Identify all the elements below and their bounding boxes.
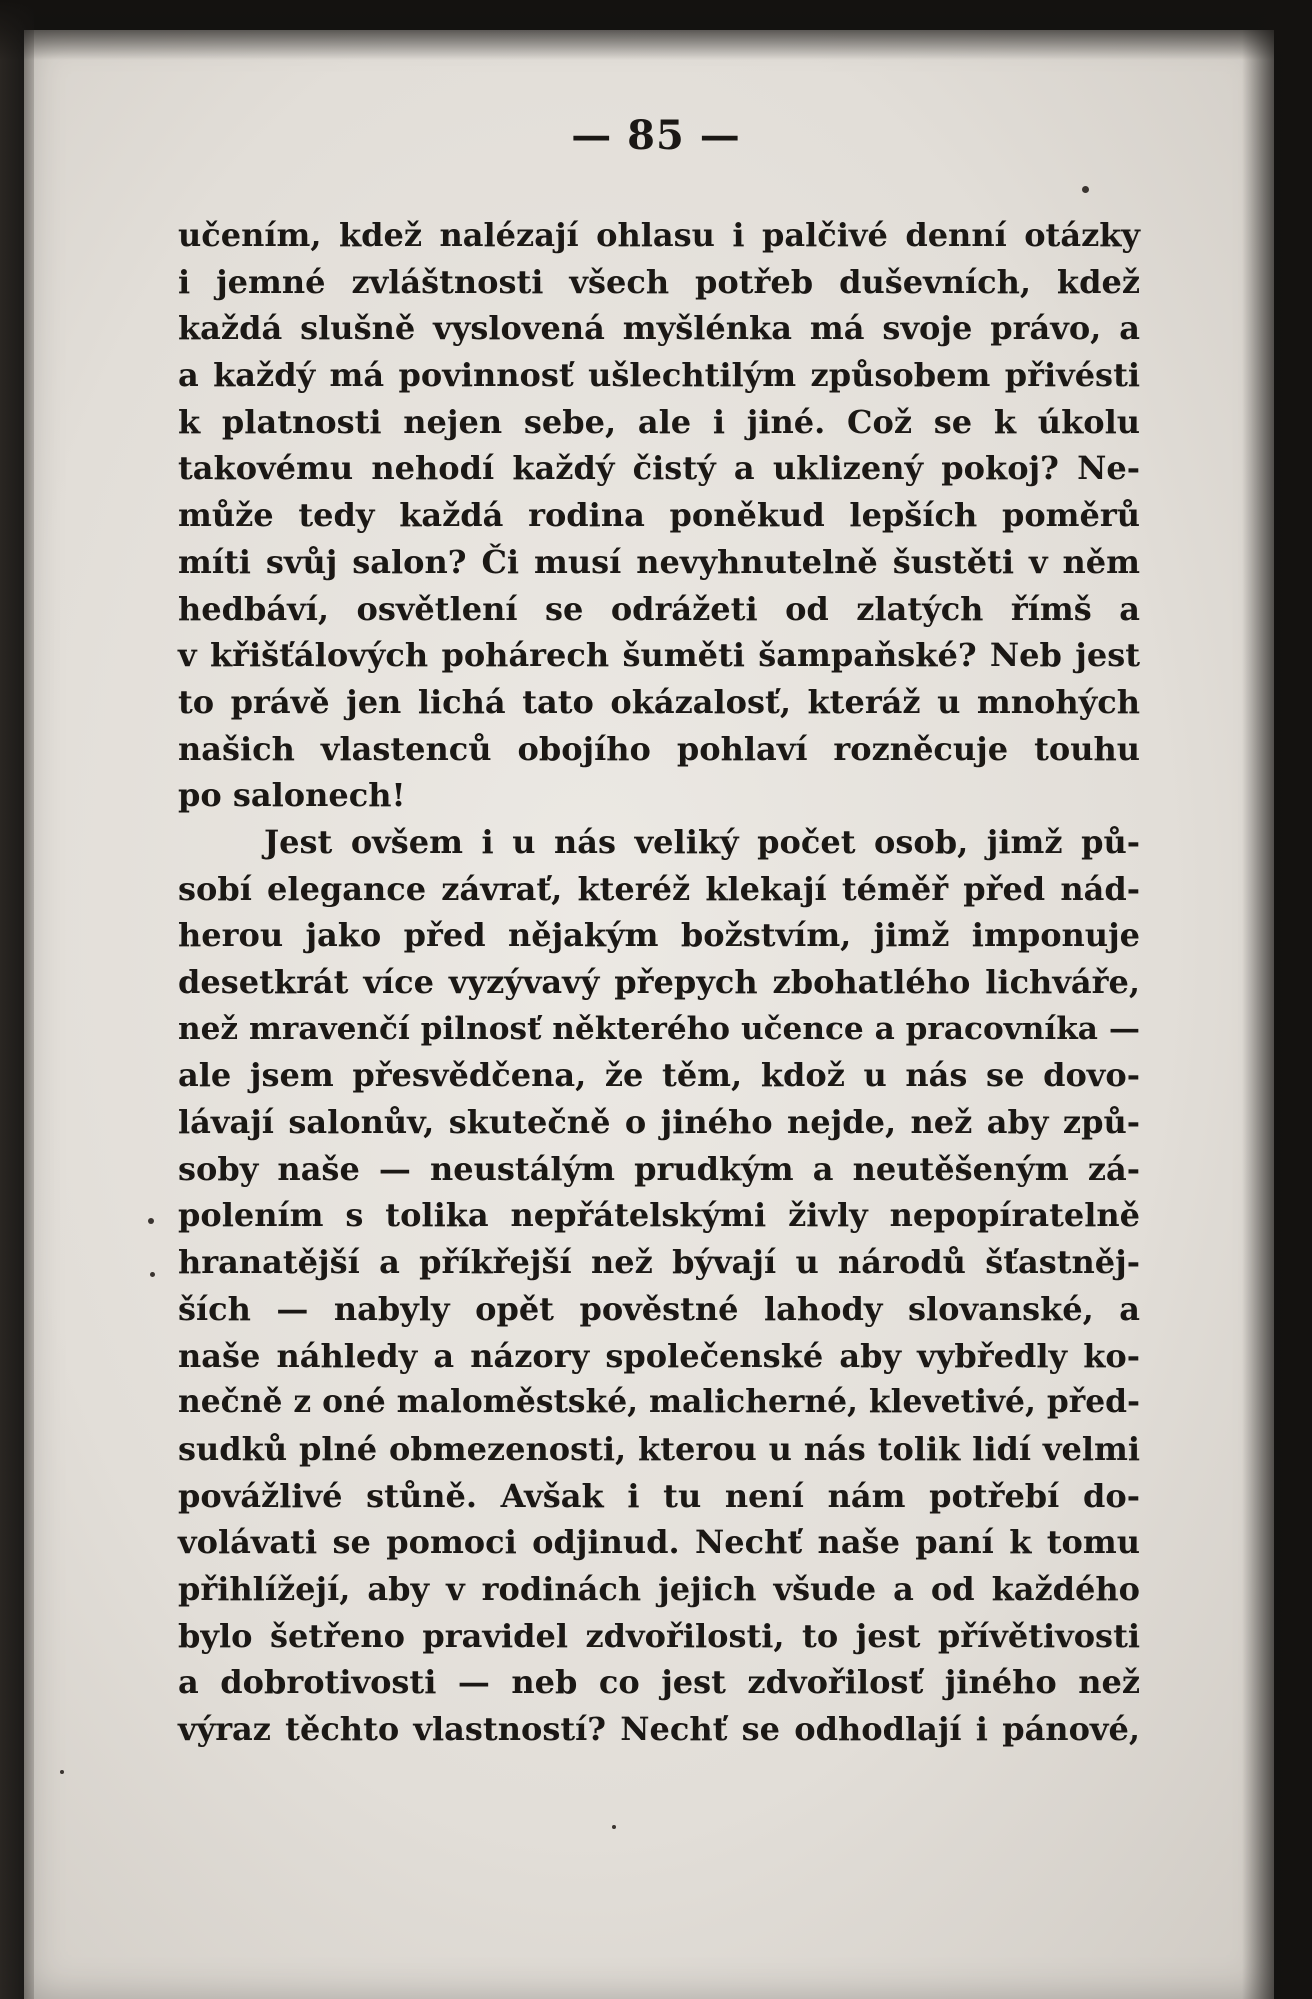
text-line: každá slušně vyslovená myšlénka má svoje právo, a [178,309,1140,348]
dust-speck [148,1218,154,1224]
right-scan-edge [1242,0,1312,1999]
page-number: — 85 — [571,112,741,159]
text-line: sobí elegance závrať, kteréž klekají téměř před nád- [178,869,1140,908]
dust-speck [60,1770,64,1774]
text-line: i jemné zvláštnosti všech potřeb duševních, kdež [178,262,1140,301]
text-line: desetkrát více vyzývavý přepych zbohatlého lichváře, [178,963,1140,1001]
text-line: to právě jen lichá tato okázalosť, kteráž u mnohých [178,682,1140,721]
text-line: po salonech! [178,776,406,815]
left-page-edge [0,0,34,1999]
paragraph-first-line: Jest ovšem i u nás veliký počet osob, jimž pů- [264,822,1140,861]
text-line: herou jako před nějakým božstvím, jimž imponuje [178,916,1140,955]
body-text [178,212,1140,1753]
text-line: lávají salonův, skutečně o jiného nejde, než aby způ- [178,1103,1140,1142]
text-line: nečně z oné maloměstské, malicherné, klevetivé, před- [178,1384,1140,1421]
dust-speck [612,1825,616,1829]
text-line: hedbáví, osvětlení se odrážeti od zlatých římš a [178,589,1140,628]
text-line: sudků plné obmezenosti, kterou u nás tolik lidí velmi [178,1429,1140,1468]
text-line: polením s tolika nepřátelskými živly nepopíratelně [178,1196,1140,1235]
text-line: soby naše — neustálým prudkým a neutěšeným zá- [178,1149,1140,1188]
text-line: může tedy každá rodina poněkud lepších poměrů [178,496,1140,535]
text-line: než mravenčí pilnosť některého učence a pracovníka — [178,1010,1140,1047]
text-line: přihlížejí, aby v rodinách jejich všude a od každého [178,1569,1140,1608]
dust-speck [150,1272,155,1277]
top-scan-edge [0,0,1312,60]
text-line: učením, kdež nalézají ohlasu i palčivé denní otázky [178,216,1140,254]
text-line: hranatější a příkřejší než bývají u národů šťastněj- [178,1243,1140,1282]
text-line: k platnosti nejen sebe, ale i jiné. Což se k úkolu [178,402,1140,441]
text-line: ale jsem přesvědčena, že těm, kdož u nás se dovo- [178,1056,1140,1095]
text-line: míti svůj salon? Či musí nevyhnutelně šustěti v něm [178,542,1140,581]
text-line: bylo šetřeno pravidel zdvořilosti, to jest přívětivosti [178,1616,1140,1655]
text-line: naše náhledy a názory společenské aby vybředly ko- [178,1336,1140,1375]
text-line: našich vlastenců obojího pohlaví rozněcuje touhu [178,729,1140,768]
text-line: povážlivé stůně. Avšak i tu není nám potřebí do- [178,1476,1140,1515]
text-line: ších — nabyly opět pověstné lahody slovanské, a [178,1289,1140,1328]
dust-speck [1082,186,1089,193]
text-line: a každý má povinnosť ušlechtilým způsobem přivésti [178,356,1140,395]
text-line: volávati se pomoci odjinud. Nechť naše paní k tomu [178,1523,1140,1562]
text-line: takovému nehodí každý čistý a uklizený pokoj? Ne- [178,449,1140,488]
text-line: v křišťálových pohárech šuměti šampaňské? Neb jest [178,636,1140,675]
text-line: výraz těchto vlastností? Nechť se odhodlají i pánové, [178,1710,1140,1748]
text-line: a dobrotivosti — neb co jest zdvořilosť jiného než [178,1663,1140,1702]
